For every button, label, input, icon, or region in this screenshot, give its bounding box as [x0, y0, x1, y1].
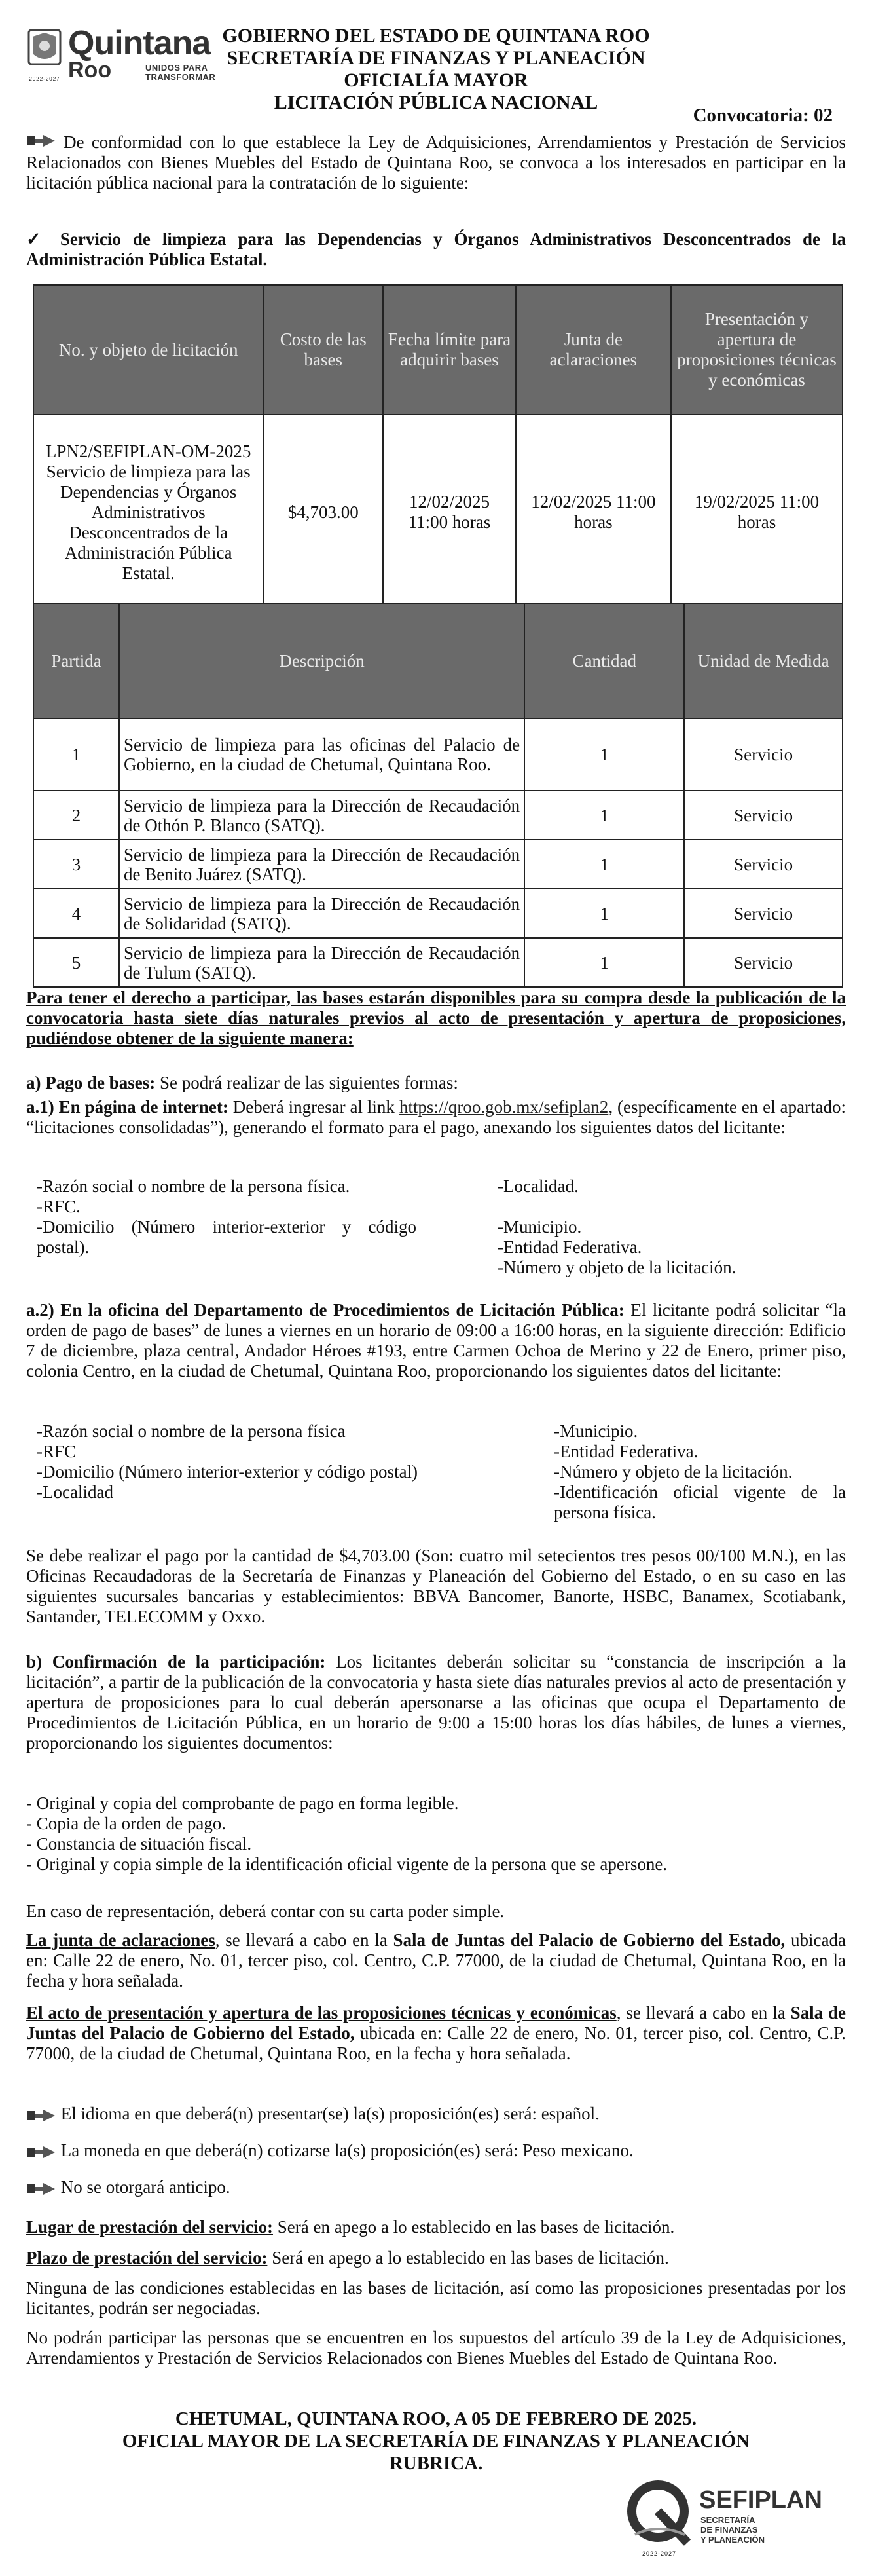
partida-cell: 4: [33, 889, 119, 938]
th-junta: Junta de aclaraciones: [516, 285, 671, 415]
partida-cell: 3: [33, 840, 119, 889]
partidas-table: [33, 603, 843, 988]
a1-data-list: [37, 1176, 846, 1301]
descripcion-cell: Servicio de limpieza para las oficinas del Palacio de Gobierno, en la ciudad de Chetumal, Quintana Roo.: [119, 719, 524, 791]
table-row: [33, 840, 843, 889]
a1-left-list: -Razón social o nombre de la persona física. -RFC. -Domicilio (Número interior-exterior y código postal).: [37, 1176, 416, 1257]
document-footer: [0, 2408, 872, 2474]
table-row: [33, 791, 843, 840]
unidad-cell: Servicio: [684, 938, 843, 987]
partida-cell: 2: [33, 791, 119, 840]
descripcion-cell: Servicio de limpieza para la Dirección de Recaudación de Benito Juárez (SATQ).: [119, 840, 524, 889]
amount-paragraph: Se debe realizar el pago por la cantidad de $4,703.00 (Son: cuatro mil setecientos tres pesos 00/100 M.N.), en las Oficinas Recaudadoras de la Secretaría de Finanzas y Planeación del Gobierno del Estado, o en su caso en las siguientes sucursales bancarias y establecimientos: BBVA Bancomer, Banorte, HSBC, Banamex, Scotiabank, Santander, TELECOMM y Oxxo.: [26, 1546, 846, 1626]
th-costo: Costo de las bases: [263, 285, 383, 415]
junta-paragraph: La junta de aclaraciones, se llevará a cabo en la Sala de Juntas del Palacio de Gobierno del Estado, ubicada en: Calle 22 de enero, No. 01, tercer piso, col. Centro, C.P. 77000, de la ciudad de Chetumal, Quintana Roo, en la fecha y hora señalada.: [26, 1930, 846, 1990]
intro-paragraph: De conformidad con lo que establece la Ley de Adquisiciones, Arrendamientos y Prestación de Servicios Relacionados con Bienes Muebles del Estado de Quintana Roo, se convoca a los interesados en participar en la licitación pública nacional para la contratación de lo siguiente:: [26, 130, 846, 193]
sefiplan-subtitle: SECRETARÍA DE FINANZAS Y PLANEACIÓN: [700, 2515, 765, 2545]
note-idioma: El idioma en que deberá(n) presentar(se) la(s) proposición(es) será: español.: [26, 2104, 846, 2127]
footer-line-1: CHETUMAL, QUINTANA ROO, A 05 DE FEBRERO DE 2025.: [175, 2408, 697, 2429]
plazo-paragraph: Plazo de prestación del servicio: Será en apego a lo establecido en las bases de licitación.: [26, 2248, 669, 2268]
no-podran-paragraph: No podrán participar las personas que se encuentren en los supuestos del artículo 39 de la Ley de Adquisiciones, Arrendamientos y Prestación de Servicios Relacionados con Bienes Muebles del Estado de Quintana Roo.: [26, 2328, 846, 2368]
licitacion-object: Servicio de limpieza para las Dependencias y Órganos Administrativos Desconcentrados de la Administración Pública Estatal.: [46, 461, 251, 583]
table-header-row: [33, 603, 843, 719]
documentos-list: [26, 1793, 846, 1875]
th-descripcion: Descripción: [119, 603, 524, 719]
document-header: [0, 14, 872, 113]
th-numero: No. y objeto de licitación: [33, 285, 263, 415]
check-icon: ✓: [26, 229, 48, 249]
table-row: [33, 889, 843, 938]
cost-cell: $4,703.00: [263, 415, 383, 610]
footer-line-2: OFICIAL MAYOR DE LA SECRETARÍA DE FINANZAS Y PLANEACIÓN: [122, 2431, 750, 2452]
cantidad-cell: 1: [524, 791, 684, 840]
sefiplan-link[interactable]: https://qroo.gob.mx/sefiplan2: [399, 1097, 609, 1117]
th-apertura: Presentación y apertura de proposiciones técnicas y económicas: [671, 285, 843, 415]
list-item: - Original y copia del comprobante de pago en forma legible.: [26, 1793, 459, 1813]
pointing-hand-icon: [26, 2178, 56, 2200]
a1-right-list: -Localidad. -Municipio. -Entidad Federativa. -Número y objeto de la licitación.: [498, 1176, 736, 1277]
cantidad-cell: 1: [524, 840, 684, 889]
th-partida: Partida: [33, 603, 119, 719]
table-row: [33, 719, 843, 791]
cantidad-cell: 1: [524, 719, 684, 791]
partida-cell: 1: [33, 719, 119, 791]
descripcion-cell: Servicio de limpieza para la Dirección de Recaudación de Othón P. Blanco (SATQ).: [119, 791, 524, 840]
derecho-paragraph: Para tener el derecho a participar, las bases estarán disponibles para su compra desde la publicación de la convocatoria hasta siete días naturales previos al acto de presentación y apertura de proposiciones, pudiéndose obtener de la siguiente manera:: [26, 988, 846, 1048]
descripcion-cell: Servicio de limpieza para la Dirección de Recaudación de Solidaridad (SATQ).: [119, 889, 524, 938]
table-row: [33, 415, 843, 610]
note-anticipo: No se otorgará anticipo.: [26, 2177, 846, 2200]
header-title-block: [0, 25, 872, 114]
pago-bases: a) Pago de bases: Se podrá realizar de las siguientes formas:: [26, 1073, 458, 1092]
table-row: [33, 938, 843, 987]
licitacion-number: LPN2/SEFIPLAN-OM-2025: [45, 441, 251, 461]
pointing-hand-icon: [26, 2141, 56, 2163]
seal-text: 2022-2027: [29, 76, 60, 82]
list-item: - Original y copia simple de la identificación oficial vigente de la persona que se apersone.: [26, 1854, 668, 1874]
lugar-paragraph: Lugar de prestación del servicio: Será en apego a lo establecido en las bases de licitación.: [26, 2217, 675, 2237]
unidad-cell: Servicio: [684, 889, 843, 938]
partida-cell: 5: [33, 938, 119, 987]
unidad-cell: Servicio: [684, 719, 843, 791]
note-moneda: La moneda en que deberá(n) cotizarse la(s) proposición(es) será: Peso mexicano.: [26, 2140, 846, 2163]
a2-left-list: -Razón social o nombre de la persona física -RFC -Domicilio (Número interior-exterior y código postal) -Localidad: [37, 1421, 418, 1502]
cantidad-cell: 1: [524, 938, 684, 987]
th-unidad: Unidad de Medida: [684, 603, 843, 719]
unidad-cell: Servicio: [684, 791, 843, 840]
th-cantidad: Cantidad: [524, 603, 684, 719]
footer-line-3: RUBRICA.: [389, 2453, 483, 2474]
pago-oficina: a.2) En la oficina del Departamento de Procedimientos de Licitación Pública: El licitante podrá solicitar “la orden de pago de bases” de lunes a viernes en un horario de 09:00 a 16:00 horas, en la siguiente dirección: Edificio 7 de diciembre, plaza central, Andador Héroes #193, entre Carmen Ochoa de Merino y 22 de Enero, primer piso, colonia Centro, en la ciudad de Chetumal, Quintana Roo, proporcionando los siguientes datos del licitante:: [26, 1300, 846, 1381]
ninguna-paragraph: Ninguna de las condiciones establecidas en las bases de licitación, así como las proposiciones presentadas por los licitantes, podrán ser negociadas.: [26, 2278, 846, 2318]
convocatoria-number: Convocatoria: 02: [693, 105, 833, 126]
header-line-1: GOBIERNO DEL ESTADO DE QUINTANA ROO: [222, 25, 650, 47]
representacion-text: En caso de representación, deberá contar con su carta poder simple.: [26, 1901, 505, 1921]
deadline-cell: 12/02/2025 11:00 horas: [383, 415, 516, 610]
quintana-roo-logo: Quintana Roo UNIDOS PARA TRANSFORMAR: [68, 24, 216, 83]
header-line-3: OFICIALÍA MAYOR: [344, 69, 528, 91]
confirmacion-paragraph: b) Confirmación de la participación: Los licitantes deberán solicitar su “constancia de inscripción a la licitación”, a partir de la publicación de la convocatoria y hasta siete días naturales previos al acto de presentación y apertura de proposiciones para lo cual deberán apersonarse a las oficinas que ocupa el Departamento de Procedimientos de Licitación Pública, en un horario de 9:00 a 15:00 horas los días hábiles, de lunes a viernes, proporcionando los siguientes documentos:: [26, 1652, 846, 1753]
sefiplan-q-icon: [622, 2477, 694, 2549]
licitacion-table: [33, 284, 843, 610]
table-header-row: [33, 285, 843, 415]
junta-cell: 12/02/2025 11:00 horas: [516, 415, 671, 610]
apertura-cell: 19/02/2025 11:00 horas: [671, 415, 843, 610]
unidad-cell: Servicio: [684, 840, 843, 889]
list-item: - Copia de la orden de pago.: [26, 1814, 227, 1833]
header-line-2: SECRETARÍA DE FINANZAS Y PLANEACIÓN: [227, 47, 645, 69]
pointing-hand-icon: [26, 130, 56, 152]
service-title: ✓ Servicio de limpieza para las Dependencias y Órganos Administrativos Desconcentrados de la Administración Pública Estatal.: [26, 229, 846, 269]
pago-internet: a.1) En página de internet: Deberá ingresar al link https://qroo.gob.mx/sefiplan2, (específicamente en el apartado: “licitaciones consolidadas”), generando el formato para el pago, anexando los siguientes datos del licitante:: [26, 1097, 846, 1137]
cantidad-cell: 1: [524, 889, 684, 938]
sefiplan-logo: SEFIPLAN SECRETARÍA DE FINANZAS Y PLANEACIÓN 2022-2027: [622, 2477, 845, 2562]
a2-right-list: -Municipio. -Entidad Federativa. -Número y objeto de la licitación. -Identificación oficial vigente de la persona física.: [554, 1421, 846, 1522]
th-fecha-limite: Fecha límite para adquirir bases: [383, 285, 516, 415]
licitacion-cell: [33, 415, 263, 610]
descripcion-cell: Servicio de limpieza para la Dirección de Recaudación de Tulum (SATQ).: [119, 938, 524, 987]
a2-data-list: [37, 1421, 846, 1552]
list-item: - Constancia de situación fiscal.: [26, 1834, 252, 1854]
header-line-4: LICITACIÓN PÚBLICA NACIONAL: [274, 92, 598, 113]
pointing-hand-icon: [26, 2104, 56, 2127]
acto-paragraph: El acto de presentación y apertura de las proposiciones técnicas y económicas, se llevará a cabo en la Sala de Juntas del Palacio de Gobierno del Estado, ubicada en: Calle 22 de enero, No. 01, tercer piso, col. Centro, C.P. 77000, de la ciudad de Chetumal, Quintana Roo, en la fecha y hora señalada.: [26, 2003, 846, 2063]
